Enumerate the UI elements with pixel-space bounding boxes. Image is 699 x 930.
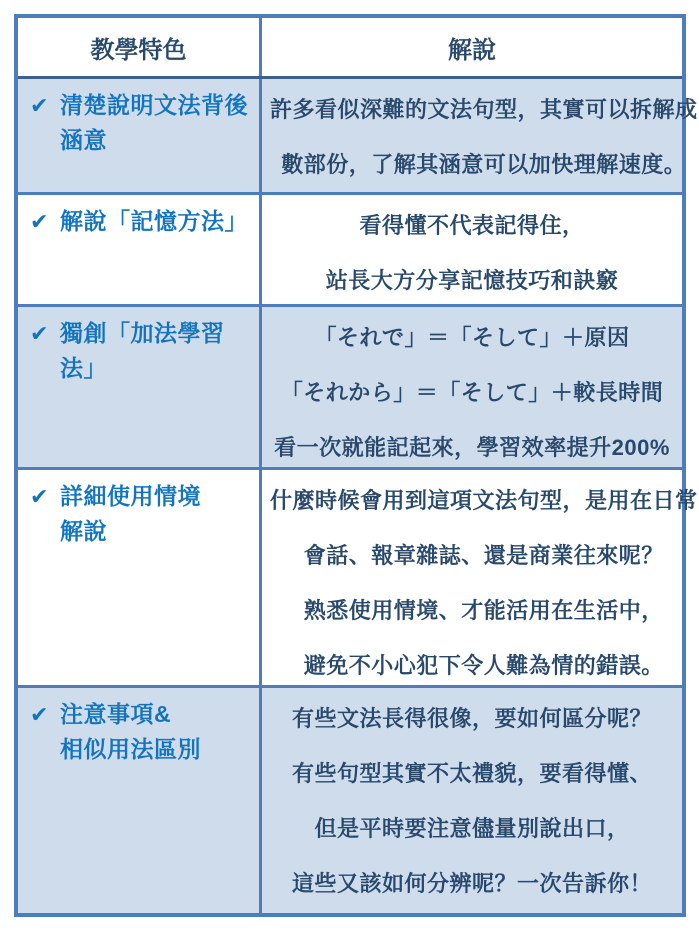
explanation-line: 這些又該如何分辨呢？一次告訴你！ xyxy=(291,871,652,896)
feature-text xyxy=(60,204,248,239)
feature-line: 清楚說明文法背後 xyxy=(60,92,248,118)
feature-text xyxy=(60,479,201,549)
header-feature: 教學特色 xyxy=(18,18,262,76)
explanation-line: 看得懂不代表記得住， xyxy=(359,213,585,238)
table-row xyxy=(18,192,682,304)
feature-text xyxy=(60,316,253,386)
header-explanation: 解說 xyxy=(448,36,496,64)
teaching-features-table xyxy=(14,14,698,917)
explanation-line: 會話、報章雜誌、還是商業往來呢？ xyxy=(303,543,664,568)
explanation-cell xyxy=(262,307,682,467)
explanation-line: 數部份，了解其涵意可以加快理解速度。 xyxy=(281,152,687,177)
feature-line: 相似用法區別 xyxy=(60,736,201,762)
table-header-row xyxy=(18,18,682,76)
table-row xyxy=(18,304,682,467)
explanation-cell xyxy=(262,79,699,192)
check-icon: ✔ xyxy=(30,93,49,118)
check-icon: ✔ xyxy=(30,702,49,727)
feature-text xyxy=(60,88,248,158)
feature-line: 詳細使用情境 xyxy=(60,483,201,509)
feature-cell xyxy=(18,307,262,467)
table-row xyxy=(18,467,698,685)
feature-line: 注意事項& xyxy=(60,701,172,727)
explanation-cell xyxy=(262,195,682,304)
explanation-line: 什麼時候會用到這項文法句型，是用在日常 xyxy=(270,488,698,513)
table-row xyxy=(18,76,698,192)
feature-cell xyxy=(18,470,262,685)
check-icon: ✔ xyxy=(30,484,49,509)
explanation-line: 站長大方分享記憶技巧和訣竅 xyxy=(325,268,619,293)
explanation-line: 許多看似深難的文法句型，其實可以拆解成 xyxy=(270,97,698,122)
explanation-line: 有些句型其實不太禮貌，要看得懂、 xyxy=(291,761,652,786)
feature-line: 獨創「加法學習法」 xyxy=(60,320,225,381)
explanation-line: 熟悉使用情境、才能活用在生活中， xyxy=(303,598,664,623)
feature-line: 涵意 xyxy=(60,127,107,153)
feature-text xyxy=(60,697,201,767)
feature-line: 解說「記憶方法」 xyxy=(60,208,248,234)
explanation-line: 避免不小心犯下令人難為情的錯誤。 xyxy=(303,653,664,678)
feature-line: 解說 xyxy=(60,518,107,544)
check-icon: ✔ xyxy=(30,321,49,346)
explanation-cell xyxy=(262,688,682,913)
feature-cell xyxy=(18,688,262,913)
explanation-cell xyxy=(262,470,699,685)
feature-cell xyxy=(18,79,262,192)
explanation-line: 「それで」＝「そして」＋原因 xyxy=(314,325,630,350)
check-icon: ✔ xyxy=(30,209,49,234)
explanation-line: 有些文法長得很像，要如何區分呢？ xyxy=(291,706,652,731)
explanation-line: 但是平時要注意儘量別說出口， xyxy=(314,816,630,841)
explanation-line: 看一次就能記起來，學習效率提升200% xyxy=(274,435,670,460)
explanation-line: 「それから」＝「そして」＋較長時間 xyxy=(280,380,664,405)
table-row xyxy=(18,685,682,913)
feature-cell xyxy=(18,195,262,304)
